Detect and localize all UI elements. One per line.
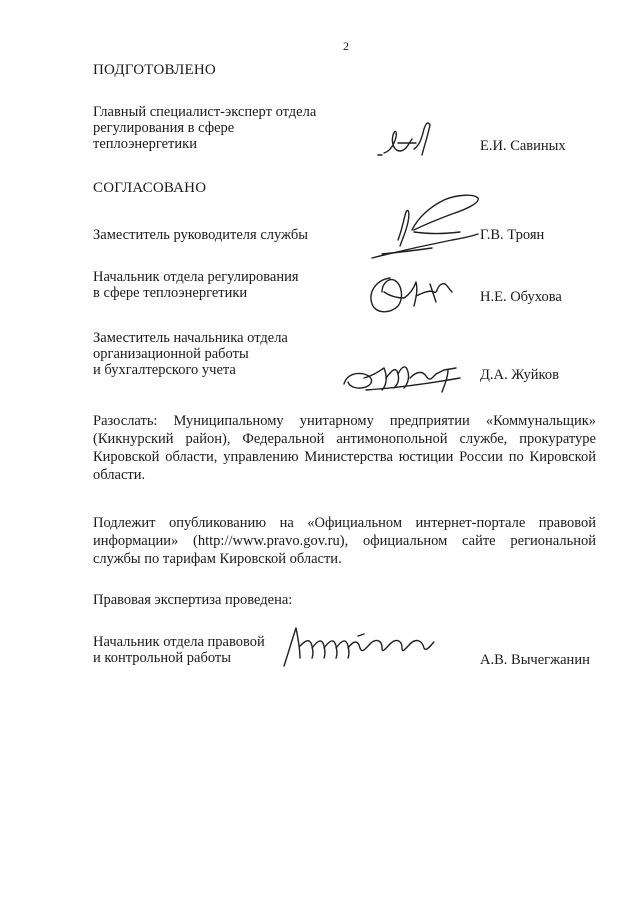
approved-signer-1-name: Г.В. Троян — [480, 227, 545, 243]
publication-note: Подлежит опубликованию на «Официальном интернет-портале правовой информации» (http://www.pravo.gov.ru), официальном сайте региональной службы по тарифам Кировской области. — [93, 515, 596, 567]
approved-signer-2-name: Н.Е. Обухова — [480, 289, 562, 305]
position-line: регулирования в сфере — [93, 120, 235, 136]
signature-savinykh — [376, 115, 446, 170]
approved-signer-3-position — [93, 330, 288, 378]
prepared-heading: ПОДГОТОВЛЕНО — [93, 62, 216, 78]
approved-signer-3-name: Д.А. Жуйков — [480, 367, 559, 383]
distribution-list: Разослать: Муниципальному унитарному предприятии «Коммунальщик» (Кикнурский район), Федеральной антимонопольной службе, прокуратуре Кировской области, управлению Министерства юстиции России по Кировской области. — [93, 413, 596, 483]
position-line: Начальник отдела правовой — [93, 634, 265, 650]
prepared-signer-name: Е.И. Савиных — [480, 138, 566, 154]
approved-signer-1-position — [93, 227, 308, 243]
prepared-position — [93, 104, 316, 152]
position-line: и контрольной работы — [93, 650, 231, 666]
approved-heading: СОГЛАСОВАНО — [93, 180, 207, 196]
position-line: Начальник отдела регулирования — [93, 269, 299, 285]
position-line: организационной работы — [93, 346, 249, 362]
signature-obukhova — [360, 262, 470, 322]
signature-zhuikov — [336, 348, 476, 398]
legal-review-statement: Правовая экспертиза проведена: — [93, 592, 293, 608]
legal-review-position — [93, 634, 265, 666]
position-line: Главный специалист-эксперт отдела — [93, 104, 317, 120]
legal-review-signer-name: А.В. Вычегжанин — [480, 652, 590, 668]
approved-signer-2-position — [93, 269, 299, 301]
signature-vychegzhanin — [278, 618, 438, 673]
position-line: Заместитель руководителя службы — [93, 227, 309, 243]
position-line: теплоэнергетики — [93, 136, 197, 152]
signature-troyan — [352, 190, 487, 265]
page-number: 2 — [343, 39, 349, 53]
position-line: и бухгалтерского учета — [93, 362, 236, 378]
position-line: Заместитель начальника отдела — [93, 330, 288, 346]
position-line: в сфере теплоэнергетики — [93, 285, 248, 301]
